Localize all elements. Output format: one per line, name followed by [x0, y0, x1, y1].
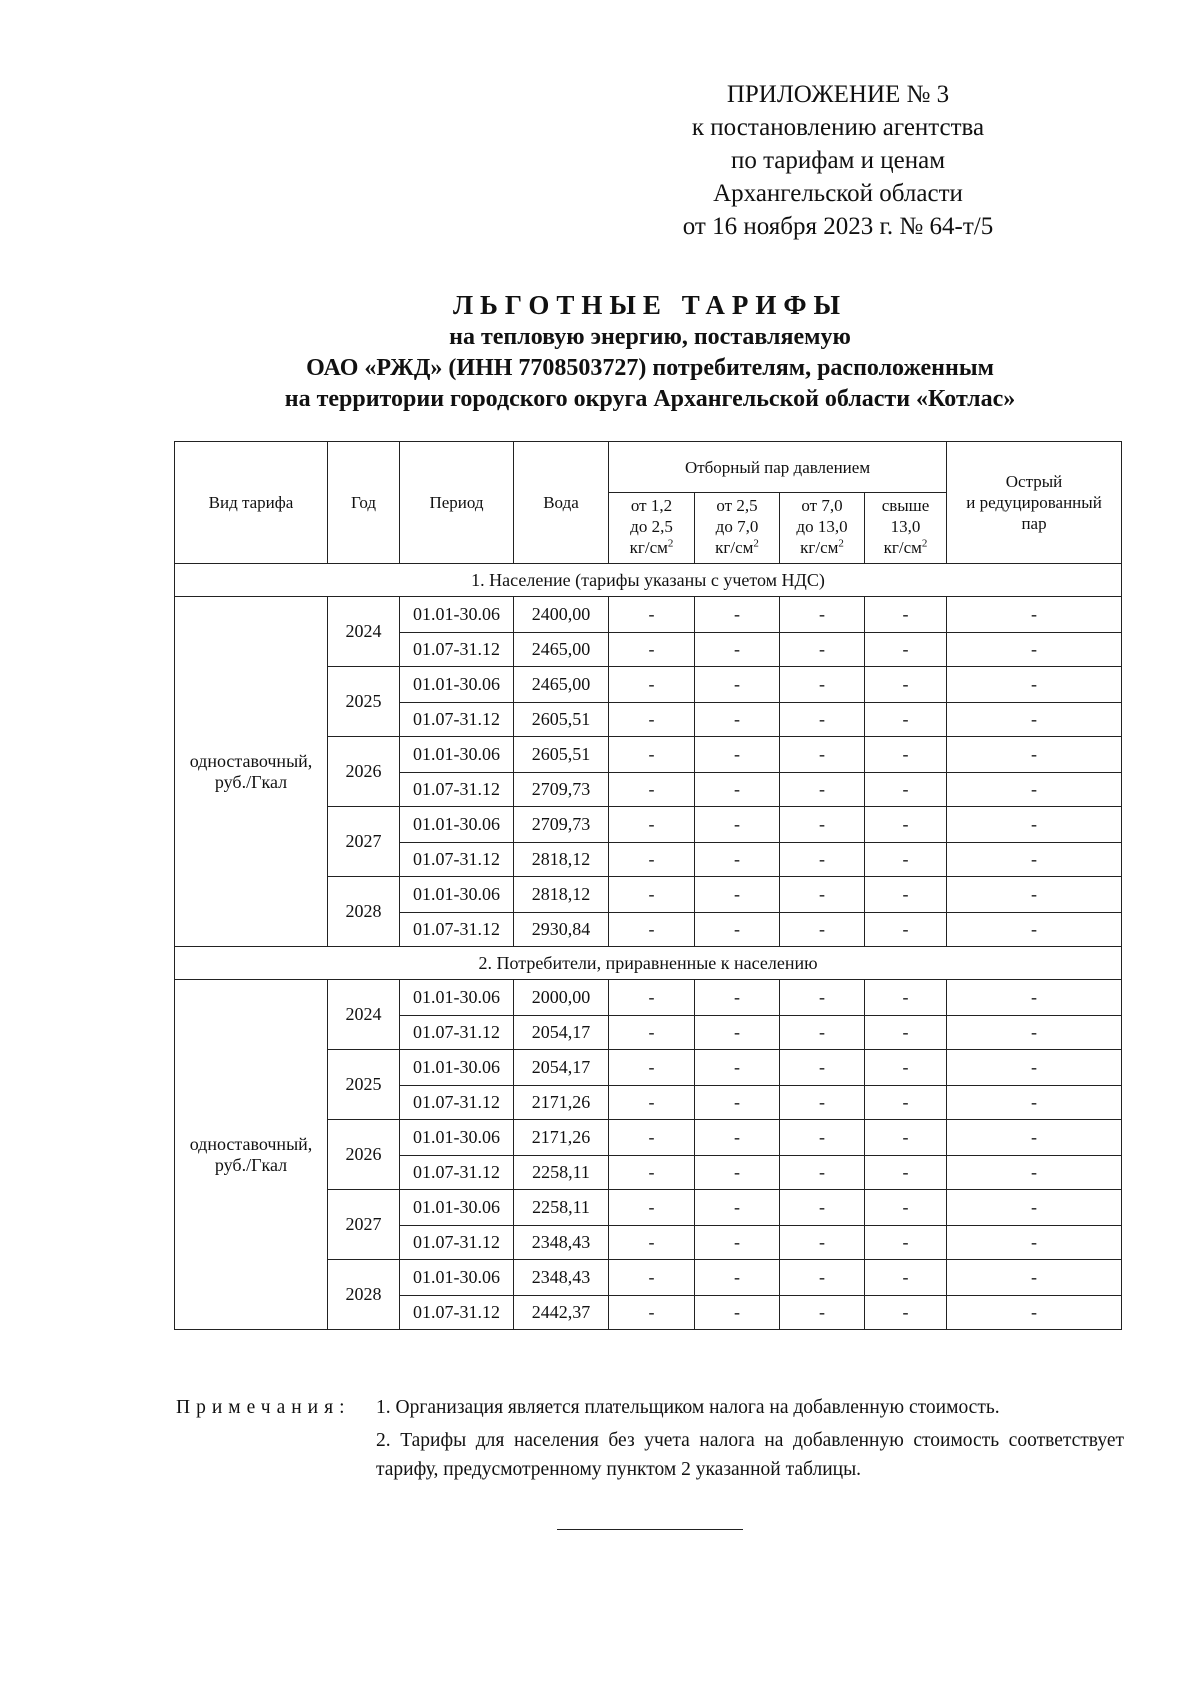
- water-tariff-cell: 2605,51: [514, 737, 609, 773]
- year-cell: 2024: [328, 980, 400, 1050]
- note-2: 2. Тарифы для населения без учета налога на добавленную стоимость соответствует тарифу, предусмотренному пунктом 2 указанной таблицы.: [376, 1430, 1124, 1480]
- period-cell: 01.07-31.12: [400, 1296, 514, 1330]
- header-water: Вода: [514, 442, 609, 564]
- period-cell: 01.01-30.06: [400, 1120, 514, 1156]
- water-tariff-cell: 2348,43: [514, 1260, 609, 1296]
- steam-tariff-cell: -: [780, 980, 865, 1016]
- water-tariff-cell: 2400,00: [514, 597, 609, 633]
- period-cell: 01.07-31.12: [400, 1086, 514, 1120]
- acute-steam-cell: -: [947, 1086, 1122, 1120]
- title-line-2: ОАО «РЖД» (ИНН 7708503727) потребителям, расположенным: [306, 355, 994, 381]
- steam-tariff-cell: -: [780, 843, 865, 877]
- acute-steam-cell: -: [947, 980, 1122, 1016]
- appendix-line-3: по тарифам и ценам: [730, 147, 946, 174]
- section-title: 2. Потребители, приравненные к населению: [175, 947, 1122, 980]
- steam-tariff-cell: -: [780, 1296, 865, 1330]
- steam-tariff-cell: -: [865, 633, 947, 667]
- steam-tariff-cell: -: [609, 1086, 695, 1120]
- header-acute-line-3: пар: [1021, 514, 1047, 533]
- acute-steam-cell: -: [947, 1120, 1122, 1156]
- steam-tariff-cell: -: [780, 1016, 865, 1050]
- water-tariff-cell: 2171,26: [514, 1086, 609, 1120]
- steam-tariff-cell: -: [609, 1190, 695, 1226]
- steam-tariff-cell: -: [780, 633, 865, 667]
- steam-tariff-cell: -: [695, 1296, 780, 1330]
- steam-tariff-cell: -: [780, 1190, 865, 1226]
- header-steam-2-unit: [695, 537, 779, 558]
- steam-tariff-cell: -: [695, 703, 780, 737]
- tariff-type-line-1: одноставочный,: [189, 1133, 313, 1154]
- year-cell: 2024: [328, 597, 400, 667]
- period-cell: 01.07-31.12: [400, 843, 514, 877]
- water-tariff-cell: 2465,00: [514, 667, 609, 703]
- year-cell: 2026: [328, 1120, 400, 1190]
- water-tariff-cell: 2258,11: [514, 1156, 609, 1190]
- steam-tariff-cell: -: [609, 597, 695, 633]
- steam-tariff-cell: -: [780, 737, 865, 773]
- appendix-number: ПРИЛОЖЕНИЕ № 3: [726, 81, 950, 108]
- steam-tariff-cell: -: [695, 807, 780, 843]
- title-line-1: на тепловую энергию, поставляемую: [449, 324, 851, 350]
- steam-tariff-cell: -: [609, 1050, 695, 1086]
- steam-tariff-cell: -: [780, 1156, 865, 1190]
- steam-tariff-cell: -: [780, 667, 865, 703]
- acute-steam-cell: -: [947, 703, 1122, 737]
- table-row: [175, 980, 1122, 1016]
- appendix-line-4: Архангельской области: [713, 180, 963, 207]
- steam-tariff-cell: -: [609, 913, 695, 947]
- steam-tariff-cell: -: [609, 1156, 695, 1190]
- steam-tariff-cell: -: [695, 773, 780, 807]
- steam-tariff-cell: -: [865, 1190, 947, 1226]
- water-tariff-cell: 2709,73: [514, 773, 609, 807]
- steam-tariff-cell: -: [609, 1260, 695, 1296]
- header-steam-4-to: 13,0: [890, 517, 921, 536]
- acute-steam-cell: -: [947, 597, 1122, 633]
- year-cell: 2025: [328, 667, 400, 737]
- water-tariff-cell: 2000,00: [514, 980, 609, 1016]
- steam-tariff-cell: -: [695, 1226, 780, 1260]
- acute-steam-cell: -: [947, 1296, 1122, 1330]
- steam-tariff-cell: -: [780, 913, 865, 947]
- steam-tariff-cell: -: [695, 913, 780, 947]
- water-tariff-cell: 2442,37: [514, 1296, 609, 1330]
- steam-tariff-cell: -: [865, 1050, 947, 1086]
- steam-tariff-cell: -: [609, 980, 695, 1016]
- period-cell: 01.01-30.06: [400, 980, 514, 1016]
- acute-steam-cell: -: [947, 1226, 1122, 1260]
- steam-tariff-cell: -: [609, 667, 695, 703]
- steam-tariff-cell: -: [609, 877, 695, 913]
- water-tariff-cell: 2930,84: [514, 913, 609, 947]
- steam-tariff-cell: -: [865, 773, 947, 807]
- year-cell: 2026: [328, 737, 400, 807]
- acute-steam-cell: -: [947, 1050, 1122, 1086]
- tariff-table: [174, 441, 1122, 1330]
- period-cell: 01.01-30.06: [400, 667, 514, 703]
- steam-tariff-cell: -: [780, 597, 865, 633]
- header-tariff-type: Вид тарифа: [175, 442, 328, 564]
- acute-steam-cell: -: [947, 737, 1122, 773]
- section-title: 1. Население (тарифы указаны с учетом НДС): [175, 564, 1122, 597]
- steam-tariff-cell: -: [609, 703, 695, 737]
- header-steam-2-to: до 7,0: [715, 517, 759, 536]
- header-acute-steam: [947, 442, 1122, 564]
- steam-tariff-cell: -: [609, 633, 695, 667]
- steam-tariff-cell: -: [695, 1016, 780, 1050]
- year-cell: 2028: [328, 1260, 400, 1330]
- period-cell: 01.01-30.06: [400, 877, 514, 913]
- steam-tariff-cell: -: [695, 1086, 780, 1120]
- year-cell: 2027: [328, 1190, 400, 1260]
- steam-tariff-cell: -: [695, 1050, 780, 1086]
- period-cell: 01.07-31.12: [400, 633, 514, 667]
- steam-tariff-cell: -: [695, 1120, 780, 1156]
- tariff-type-line-2: руб./Гкал: [214, 771, 288, 792]
- acute-steam-cell: -: [947, 1190, 1122, 1226]
- unit-text: кг/см: [800, 538, 839, 557]
- steam-tariff-cell: -: [865, 843, 947, 877]
- steam-tariff-cell: -: [780, 703, 865, 737]
- steam-tariff-cell: -: [780, 1226, 865, 1260]
- steam-tariff-cell: -: [780, 1050, 865, 1086]
- acute-steam-cell: -: [947, 807, 1122, 843]
- period-cell: 01.01-30.06: [400, 597, 514, 633]
- steam-tariff-cell: -: [695, 633, 780, 667]
- year-cell: 2028: [328, 877, 400, 947]
- steam-tariff-cell: -: [609, 773, 695, 807]
- header-steam-3-to: до 13,0: [796, 517, 848, 536]
- steam-tariff-cell: -: [609, 1016, 695, 1050]
- appendix-line-2: к постановлению агентства: [691, 114, 985, 141]
- steam-tariff-cell: -: [695, 843, 780, 877]
- steam-tariff-cell: -: [865, 597, 947, 633]
- steam-tariff-cell: -: [865, 1016, 947, 1050]
- period-cell: 01.07-31.12: [400, 913, 514, 947]
- unit-sup: 2: [838, 537, 844, 550]
- water-tariff-cell: 2348,43: [514, 1226, 609, 1260]
- header-steam-3-unit: [780, 537, 864, 558]
- steam-tariff-cell: -: [609, 843, 695, 877]
- steam-tariff-cell: -: [695, 1260, 780, 1296]
- closing-divider-line: [557, 1529, 743, 1530]
- header-steam-2-from: от 2,5: [716, 496, 758, 515]
- unit-text: кг/см: [883, 538, 922, 557]
- steam-tariff-cell: -: [865, 1296, 947, 1330]
- period-cell: 01.07-31.12: [400, 1226, 514, 1260]
- appendix-date: от 16 ноября 2023 г. № 64-т/5: [682, 213, 994, 240]
- tariff-type-line-1: одноставочный,: [189, 750, 313, 771]
- water-tariff-cell: 2171,26: [514, 1120, 609, 1156]
- steam-tariff-cell: -: [609, 1296, 695, 1330]
- period-cell: 01.07-31.12: [400, 703, 514, 737]
- document-title: [0, 288, 1200, 415]
- acute-steam-cell: -: [947, 843, 1122, 877]
- water-tariff-cell: 2818,12: [514, 877, 609, 913]
- steam-tariff-cell: -: [609, 1120, 695, 1156]
- table-row: [175, 597, 1122, 633]
- acute-steam-cell: -: [947, 1156, 1122, 1190]
- water-tariff-cell: 2818,12: [514, 843, 609, 877]
- water-tariff-cell: 2605,51: [514, 703, 609, 737]
- steam-tariff-cell: -: [780, 1086, 865, 1120]
- section-row: [175, 947, 1122, 980]
- period-cell: 01.07-31.12: [400, 1016, 514, 1050]
- steam-tariff-cell: -: [695, 667, 780, 703]
- header-steam-1-to: до 2,5: [630, 517, 673, 536]
- header-steam-1-unit: [609, 537, 694, 558]
- steam-tariff-cell: -: [865, 1260, 947, 1296]
- period-cell: 01.01-30.06: [400, 1260, 514, 1296]
- period-cell: 01.01-30.06: [400, 737, 514, 773]
- note-1: 1. Организация является плательщиком налога на добавленную стоимость.: [376, 1397, 1000, 1418]
- steam-tariff-cell: -: [780, 1120, 865, 1156]
- notes-label: Примечания:: [176, 1397, 351, 1418]
- steam-tariff-cell: -: [865, 1120, 947, 1156]
- year-cell: 2027: [328, 807, 400, 877]
- steam-tariff-cell: -: [695, 1156, 780, 1190]
- unit-text: кг/см: [715, 538, 754, 557]
- header-acute-line-2: и редуцированный: [966, 493, 1102, 512]
- period-cell: 01.01-30.06: [400, 1190, 514, 1226]
- period-cell: 01.07-31.12: [400, 773, 514, 807]
- year-cell: 2025: [328, 1050, 400, 1120]
- period-cell: 01.01-30.06: [400, 807, 514, 843]
- steam-tariff-cell: -: [865, 913, 947, 947]
- steam-tariff-cell: -: [865, 737, 947, 773]
- steam-tariff-cell: -: [865, 1226, 947, 1260]
- water-tariff-cell: 2465,00: [514, 633, 609, 667]
- title-line-3: на территории городского округа Архангельской области «Котлас»: [284, 386, 1016, 412]
- header-steam-4-from: свыше: [881, 496, 930, 515]
- unit-text: кг/см: [629, 538, 668, 557]
- header-steam-1: [609, 493, 695, 564]
- unit-sup: 2: [753, 537, 759, 550]
- steam-tariff-cell: -: [780, 877, 865, 913]
- unit-sup: 2: [667, 537, 674, 550]
- water-tariff-cell: 2054,17: [514, 1016, 609, 1050]
- steam-tariff-cell: -: [865, 667, 947, 703]
- steam-tariff-cell: -: [780, 807, 865, 843]
- acute-steam-cell: -: [947, 667, 1122, 703]
- acute-steam-cell: -: [947, 633, 1122, 667]
- tariff-table-body: [175, 564, 1122, 1330]
- steam-tariff-cell: -: [695, 980, 780, 1016]
- appendix-header: [628, 78, 1048, 243]
- tariff-type-cell: [175, 980, 328, 1330]
- steam-tariff-cell: -: [780, 773, 865, 807]
- acute-steam-cell: -: [947, 1016, 1122, 1050]
- steam-tariff-cell: -: [865, 703, 947, 737]
- water-tariff-cell: 2054,17: [514, 1050, 609, 1086]
- period-cell: 01.07-31.12: [400, 1156, 514, 1190]
- steam-tariff-cell: -: [780, 1260, 865, 1296]
- header-steam-4: [865, 493, 947, 564]
- steam-tariff-cell: -: [865, 807, 947, 843]
- header-steam-3-from: от 7,0: [801, 496, 843, 515]
- acute-steam-cell: -: [947, 1260, 1122, 1296]
- tariff-type-line-2: руб./Гкал: [214, 1154, 288, 1175]
- acute-steam-cell: -: [947, 877, 1122, 913]
- steam-tariff-cell: -: [865, 877, 947, 913]
- steam-tariff-cell: -: [609, 807, 695, 843]
- period-cell: 01.01-30.06: [400, 1050, 514, 1086]
- header-steam-2: [695, 493, 780, 564]
- title-main: ЛЬГОТНЫЕ ТАРИФЫ: [452, 290, 848, 320]
- header-acute-line-1: Острый: [1005, 472, 1063, 491]
- steam-tariff-cell: -: [609, 1226, 695, 1260]
- acute-steam-cell: -: [947, 913, 1122, 947]
- steam-tariff-cell: -: [865, 980, 947, 1016]
- steam-tariff-cell: -: [695, 877, 780, 913]
- header-steam-3: [780, 493, 865, 564]
- tariff-type-cell: [175, 597, 328, 947]
- section-row: [175, 564, 1122, 597]
- steam-tariff-cell: -: [865, 1156, 947, 1190]
- steam-tariff-cell: -: [865, 1086, 947, 1120]
- steam-tariff-cell: -: [695, 597, 780, 633]
- water-tariff-cell: 2258,11: [514, 1190, 609, 1226]
- acute-steam-cell: -: [947, 773, 1122, 807]
- steam-tariff-cell: -: [695, 1190, 780, 1226]
- unit-sup: 2: [921, 537, 928, 550]
- header-period: Период: [400, 442, 514, 564]
- steam-tariff-cell: -: [695, 737, 780, 773]
- header-steam-4-unit: [865, 537, 946, 558]
- water-tariff-cell: 2709,73: [514, 807, 609, 843]
- header-steam-group: Отборный пар давлением: [609, 442, 947, 493]
- header-steam-1-from: от 1,2: [630, 496, 673, 515]
- header-year: Год: [328, 442, 400, 564]
- steam-tariff-cell: -: [609, 737, 695, 773]
